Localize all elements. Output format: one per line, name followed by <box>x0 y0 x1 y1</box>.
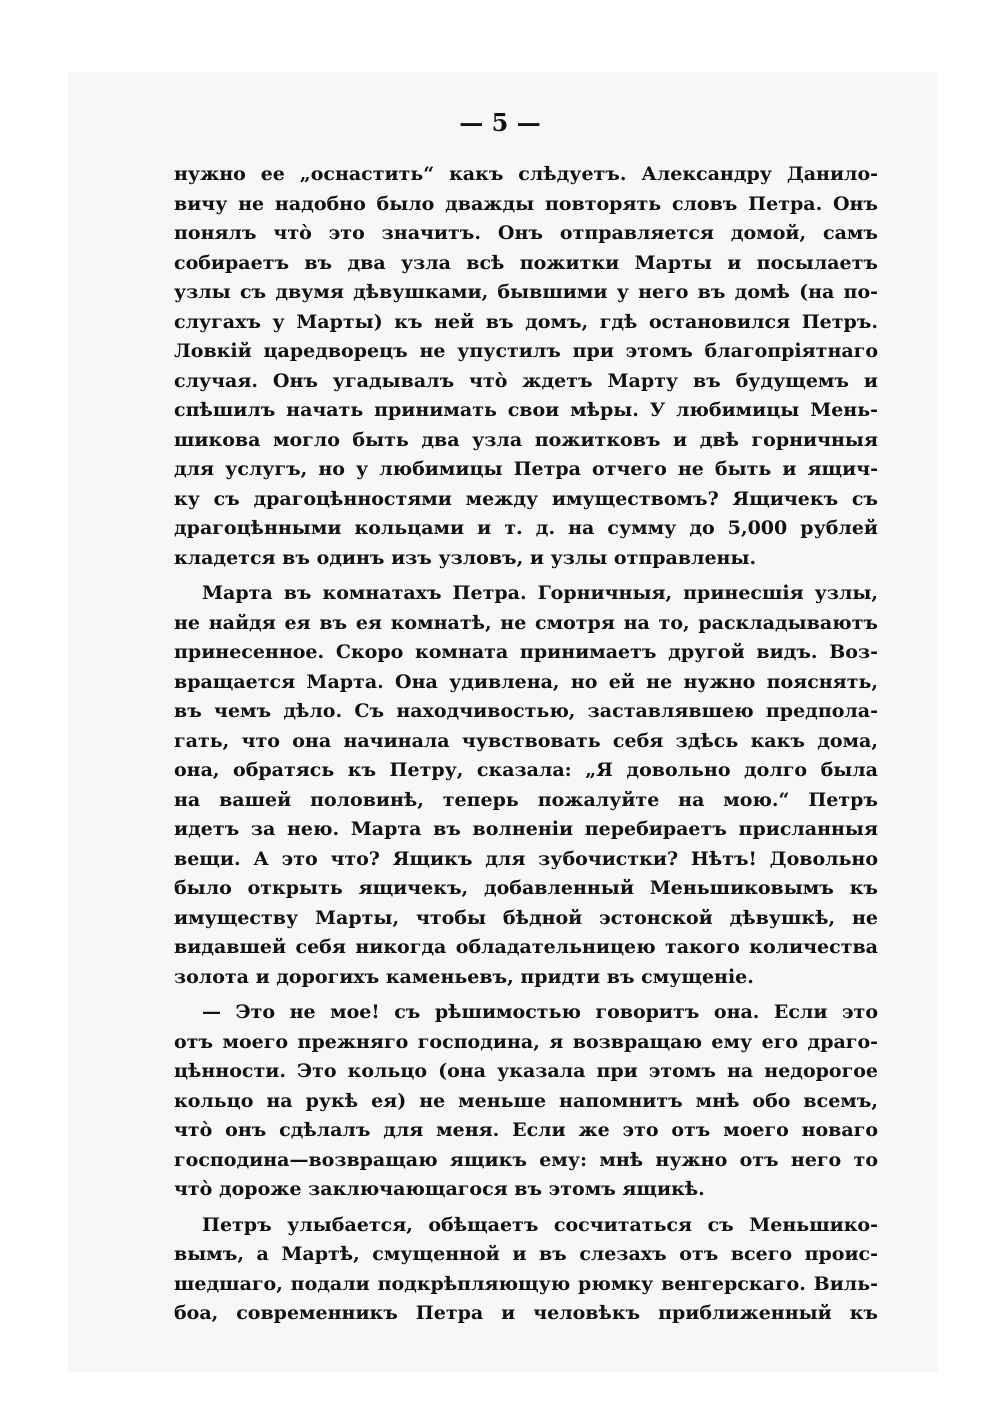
text-line: для услугъ, но у любимицы Петра отчего не быть и ящич- <box>174 458 878 480</box>
text-line: Марта въ комнатахъ Петра. Горничныя, принесшія узлы, <box>202 582 878 604</box>
text-line: въ чемъ дѣло. Съ находчивостью, заставлявшею предпола- <box>174 700 878 722</box>
text-line: кладется въ одинъ изъ узловъ, и узлы отправлены. <box>174 546 757 569</box>
text-line: гать, что она начинала чувствовать себя здѣсь какъ дома, <box>174 729 878 752</box>
text-line: цѣнности. Это кольцо (она указала при этомъ на недорогое <box>174 1060 878 1082</box>
text-line: на вашей половинѣ, теперь пожалуйте на мою.“ Петръ <box>174 788 878 811</box>
text-line: имуществу Марты, чтобы бѣдной эстонской дѣвушкѣ, не <box>174 906 878 929</box>
paragraph <box>174 998 878 1205</box>
text-line: вичу не надобно было дважды повторять словъ Петра. Онъ <box>174 192 878 215</box>
text-line: что̀ дороже заключающагося въ этомъ ящикѣ. <box>174 1178 705 1200</box>
text-line: понялъ что̀ это значитъ. Онъ отправляется домой, самъ <box>174 222 878 244</box>
text-line: кольцо на рукѣ ея) не меньше напомнитъ мнѣ обо всемъ, <box>174 1089 878 1112</box>
text-line: господина—возвращаю ящикъ ему: мнѣ нужно отъ него то <box>174 1148 878 1171</box>
text-line: нужно ее „оснастить“ какъ слѣдуетъ. Александру Данило- <box>174 163 878 185</box>
text-line: что̀ онъ сдѣлалъ для меня. Если же это отъ моего новаго <box>174 1119 878 1141</box>
text-line: вращается Марта. Она удивлена, но ей не нужно пояснять, <box>174 670 878 693</box>
text-line: Петръ улыбается, обѣщаетъ сосчитаться съ Меньшико- <box>202 1213 878 1236</box>
text-line: золота и дорогихъ каменьевъ, придти въ смущеніе. <box>174 965 754 988</box>
text-line: ку съ драгоцѣнностями между имуществомъ? Ящичекъ съ <box>174 487 878 510</box>
text-line: спѣшилъ начать принимать свои мѣры. У любимицы Мень- <box>174 399 878 421</box>
text-line: видавшей себя никогда обладательницею такого количества <box>174 936 878 958</box>
page-number: — 5 — <box>459 108 541 137</box>
text-line: вымъ, а Мартѣ, смущенной и въ слезахъ отъ всего проис- <box>174 1243 878 1265</box>
paragraph <box>174 160 878 573</box>
text-line: не найдя ея въ ея комнатѣ, не смотря на то, раскладываютъ <box>174 611 878 634</box>
text-line: собираетъ въ два узла всѣ пожитки Марты и посылаетъ <box>174 251 878 274</box>
text-line: принесенное. Скоро комната принимаетъ другой видъ. Воз- <box>174 641 878 663</box>
text-line: было открыть ящичекъ, добавленный Меньшиковымъ къ <box>174 877 878 899</box>
paragraph <box>174 579 878 992</box>
text-line: узлы съ двумя дѣвушками, бывшими у него въ домѣ (на по- <box>174 281 878 303</box>
text-line: случая. Онъ угадывалъ что̀ ждетъ Марту въ будущемъ и <box>174 369 878 392</box>
text-line: драгоцѣнными кольцами и т. д. на сумму до 5,000 рублей <box>174 517 878 539</box>
text-line: Ловкій царедворецъ не упустилъ при этомъ благопріятнаго <box>174 340 878 362</box>
body-text <box>174 160 878 1329</box>
text-line: боа, современникъ Петра и человѣкъ приближенный къ <box>174 1302 878 1324</box>
text-line: шикова могло быть два узла пожитковъ и двѣ горничныя <box>174 428 878 451</box>
paragraph <box>174 1211 878 1329</box>
text-line: вещи. А это что? Ящикъ для зубочистки? Нѣтъ! Довольно <box>174 847 878 870</box>
text-line: шедшаго, подали подкрѣпляющую рюмку венгерскаго. Виль- <box>174 1272 878 1295</box>
text-line: она, обратясь къ Петру, сказала: „Я довольно долго была <box>174 759 878 781</box>
text-line: слугахъ у Марты) къ ней въ домъ, гдѣ остановился Петръ. <box>174 310 878 333</box>
text-line: идетъ за нею. Марта въ волненіи перебираетъ присланныя <box>174 818 878 840</box>
text-line: — Это не мое! съ рѣшимостью говоритъ она. Если это <box>202 1001 878 1023</box>
text-line: отъ моего прежняго господина, я возвращаю ему его драго- <box>174 1030 878 1053</box>
